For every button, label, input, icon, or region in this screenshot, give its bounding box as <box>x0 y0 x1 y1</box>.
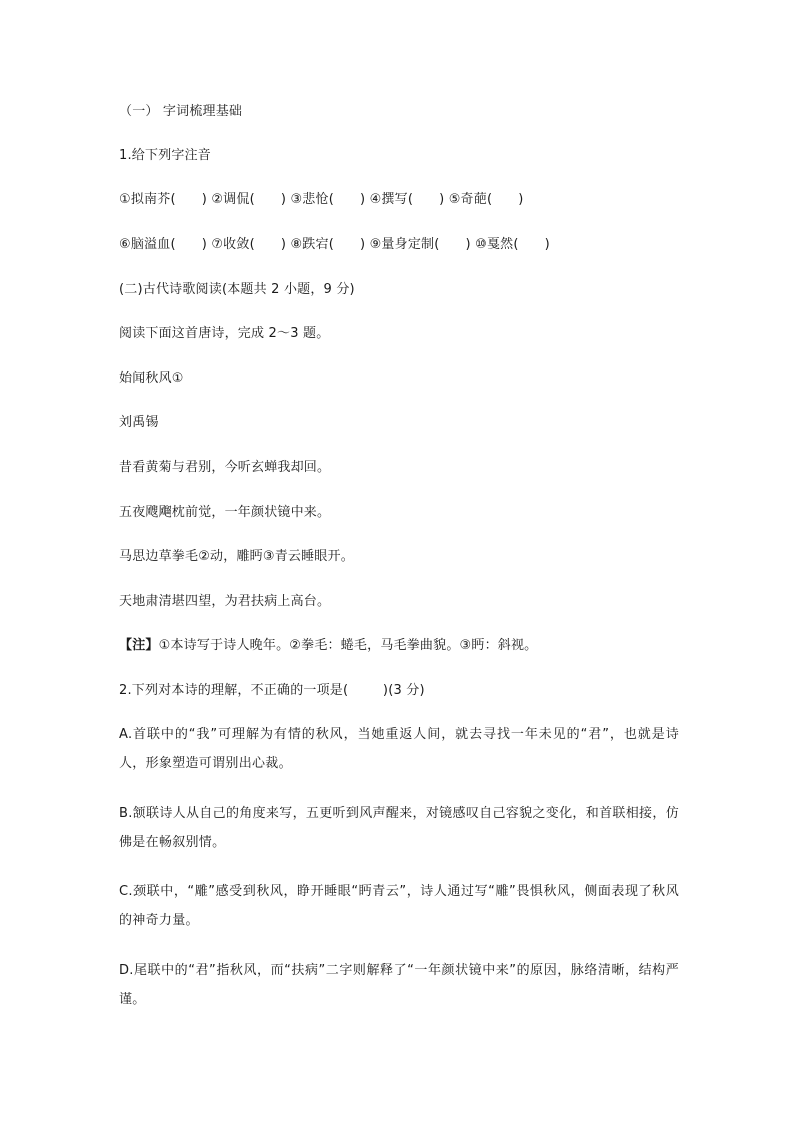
section1-heading: （一） 字词梳理基础 <box>119 104 243 119</box>
note-label: 【注】 <box>119 638 159 653</box>
section2-instruction: 阅读下面这首唐诗，完成 2～3 题。 <box>119 326 330 341</box>
option-b: B.颔联诗人从自己的角度来写，五更听到风声醒来，对镜感叹自己容貌之变化，和首联相接，仿佛是在畅叙别情。 <box>119 806 679 850</box>
option-d: D.尾联中的“君”指秋风，而“扶病”二字则解释了“一年颜状镜中来”的原因，脉络清晰，结构严谨。 <box>119 963 679 1007</box>
option-c: C.颈联中，“雕”感受到秋风，睁开睡眼“眄青云”，诗人通过写“雕”畏惧秋风，侧面表现了秋风的神奇力量。 <box>119 884 679 928</box>
pinyin-row-1: ①拟南芥( ) ②调侃( ) ③悲怆( ) ④撰写( ) ⑤奇葩( ) <box>119 192 524 207</box>
poem-line-4: 天地肃清堪四望，为君扶病上高台。 <box>119 594 331 609</box>
poem-title: 始闻秋风① <box>119 371 184 386</box>
pinyin-row-2: ⑥脑溢血( ) ⑦收敛( ) ⑧跌宕( ) ⑨量身定制( ) ⑩戛然( ) <box>119 237 550 252</box>
note-text: ①本诗写于诗人晚年。②拳毛：蜷毛，马毛拳曲貌。③眄：斜视。 <box>158 638 538 653</box>
poem-line-2: 五夜飕飗枕前觉，一年颜状镜中来。 <box>119 505 331 520</box>
option-a: A.首联中的“我”可理解为有情的秋风，当她重返人间，就去寻找一年未见的“君”，也就是诗人，形象塑造可谓别出心裁。 <box>119 727 679 771</box>
poem-note <box>119 638 537 654</box>
section2-heading: (二)古代诗歌阅读(本题共 2 小题，9 分) <box>119 282 355 297</box>
question-2: 2.下列对本诗的理解，不正确的一项是( )(3 分) <box>119 683 425 698</box>
question-1: 1.给下列字注音 <box>119 148 212 163</box>
poem-author: 刘禹锡 <box>119 415 159 430</box>
poem-line-3: 马思边草拳毛②动，雕眄③青云睡眼开。 <box>119 549 354 564</box>
poem-line-1: 昔看黄菊与君别，今听玄蝉我却回。 <box>119 460 331 475</box>
